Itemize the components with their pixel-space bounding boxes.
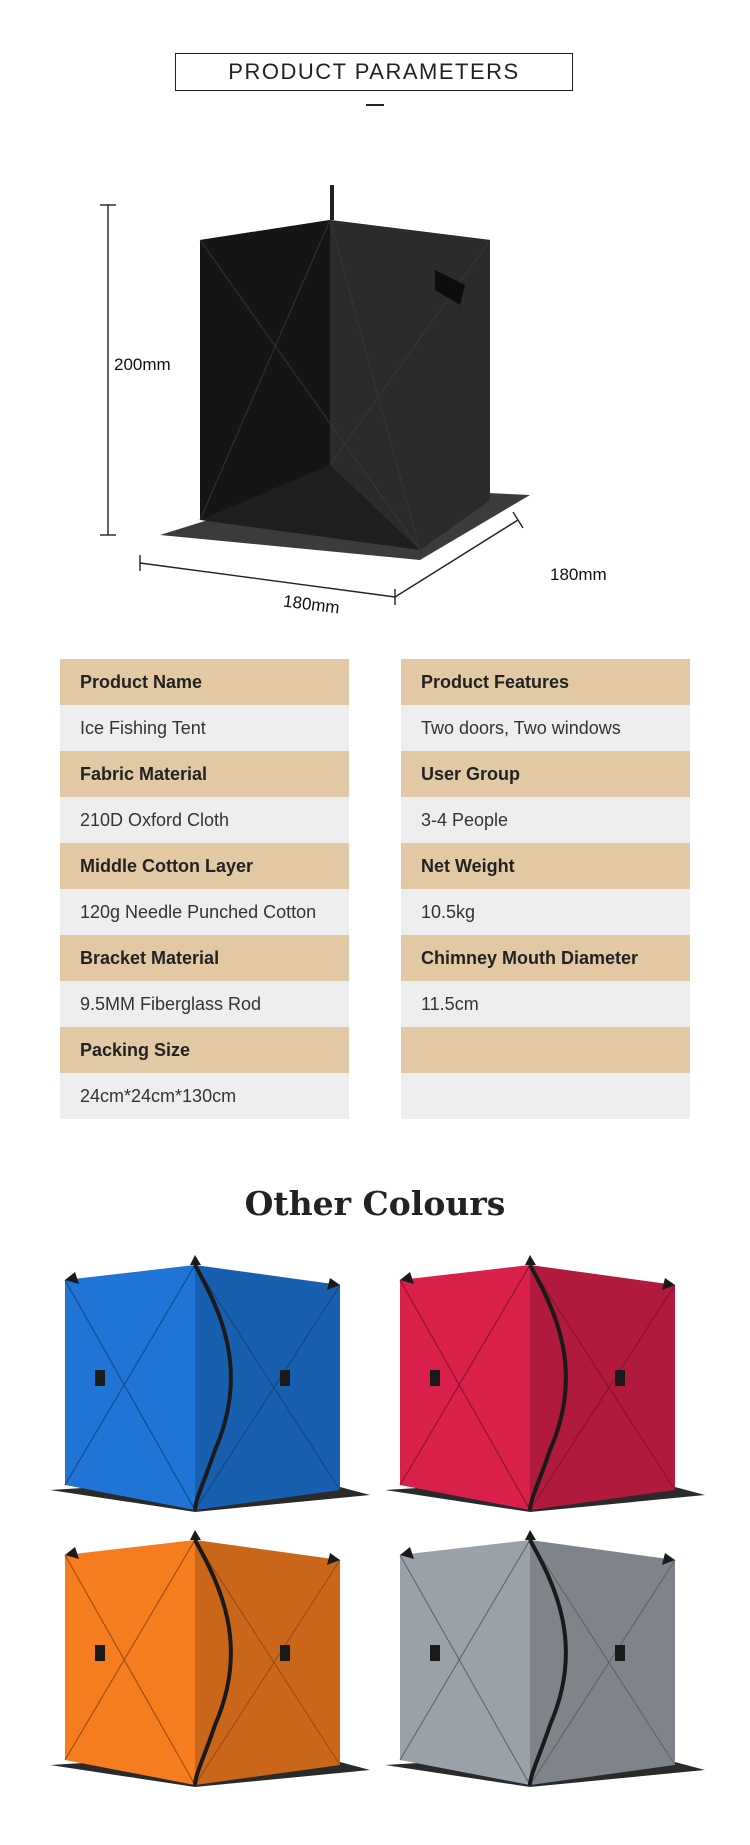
- title-divider: [366, 104, 384, 106]
- spec-value: 24cm*24cm*130cm: [60, 1073, 349, 1119]
- spec-value: 9.5MM Fiberglass Rod: [60, 981, 349, 1027]
- spec-value: 3-4 People: [401, 797, 690, 843]
- spec-table-left: [60, 659, 349, 1119]
- tent-variant-camo: [380, 1525, 710, 1795]
- spec-label: Product Features: [401, 659, 690, 705]
- tent-illustration: [380, 1525, 710, 1795]
- spec-value: 11.5cm: [401, 981, 690, 1027]
- spec-value: Ice Fishing Tent: [60, 705, 349, 751]
- width-label: 180mm: [282, 591, 341, 618]
- spec-value: 10.5kg: [401, 889, 690, 935]
- spec-label: Middle Cotton Layer: [60, 843, 349, 889]
- tent-illustration: [45, 1525, 375, 1795]
- spec-value: Two doors, Two windows: [401, 705, 690, 751]
- spec-label: User Group: [401, 751, 690, 797]
- depth-label: 180mm: [550, 565, 607, 584]
- spec-label: Packing Size: [60, 1027, 349, 1073]
- tent-variant-red: [380, 1250, 710, 1520]
- section-title: PRODUCT PARAMETERS: [175, 53, 573, 91]
- tent-dimension-figure: [90, 165, 650, 618]
- spec-label: Net Weight: [401, 843, 690, 889]
- spec-value: 210D Oxford Cloth: [60, 797, 349, 843]
- height-label: 200mm: [114, 355, 171, 374]
- spec-label: Bracket Material: [60, 935, 349, 981]
- tent-variant-blue: [45, 1250, 375, 1520]
- spec-label: Product Name: [60, 659, 349, 705]
- tent-illustration: [380, 1250, 710, 1520]
- spec-value-empty: [401, 1073, 690, 1119]
- spec-label-empty: [401, 1027, 690, 1073]
- spec-label: Fabric Material: [60, 751, 349, 797]
- spec-table-right: [401, 659, 690, 1119]
- spec-value: 120g Needle Punched Cotton: [60, 889, 349, 935]
- tent-variant-orange: [45, 1525, 375, 1795]
- spec-label: Chimney Mouth Diameter: [401, 935, 690, 981]
- tent-illustration: [45, 1250, 375, 1520]
- other-colours-title: Other Colours: [244, 1184, 506, 1223]
